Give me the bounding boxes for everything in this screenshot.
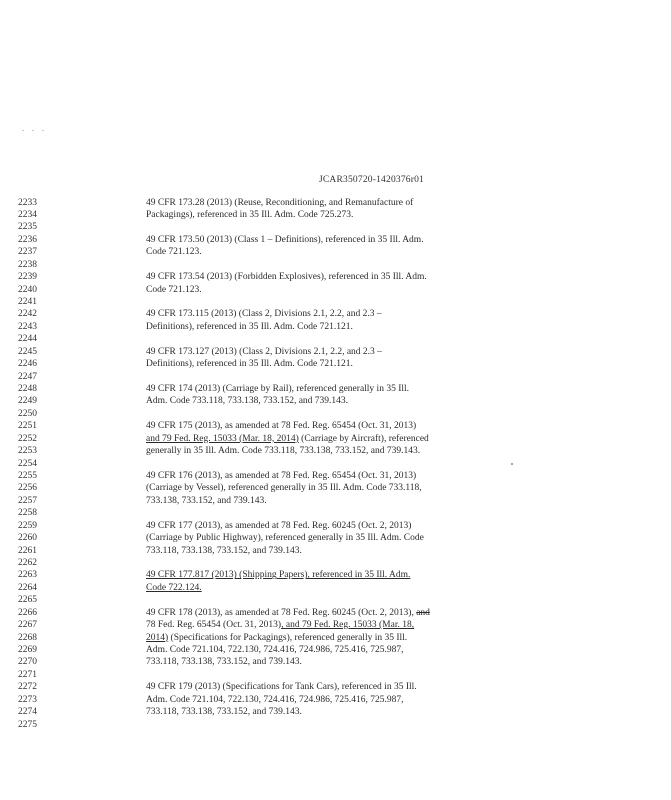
text-run: 49 CFR 173.54 (2013) (Forbidden Explosives), referenced in 35 Ill. Adm. — [146, 272, 427, 283]
line-text — [146, 347, 382, 359]
text-run: Adm. Code 721.104, 722.130, 724.416, 724.986, 725.416, 725.987, — [146, 644, 404, 655]
line-number: 2252 — [18, 433, 37, 444]
text-run: (Carriage by Aircraft), referenced — [298, 433, 429, 444]
line-number: 2250 — [18, 408, 37, 419]
line-number: 2275 — [18, 719, 37, 730]
line-number: 2251 — [18, 421, 37, 432]
text-run: 733.118, 733.138, 733.152, and 739.143. — [146, 545, 302, 556]
line-number: 2255 — [18, 470, 37, 481]
text-run: Definitions), referenced in 35 Ill. Adm. Code 721.121. — [146, 359, 353, 370]
line-number: 2270 — [18, 657, 37, 668]
line-text — [146, 421, 416, 433]
line-text — [146, 521, 411, 533]
line-text — [146, 657, 302, 669]
line-number: 2253 — [18, 446, 37, 457]
line-number: 2247 — [18, 371, 37, 382]
text-run: Code 721.123. — [146, 284, 202, 295]
line-number: 2264 — [18, 582, 37, 593]
text-run: 78 Fed. Reg. 65454 (Oct. 31, 2013) — [146, 620, 282, 631]
line-number: 2273 — [18, 694, 37, 705]
text-run: (Carriage by Public Highway), referenced generally in 35 Ill. Adm. Code — [146, 533, 424, 544]
document-line — [0, 396, 671, 408]
text-run: 49 CFR 173.127 (2013) (Class 2, Divisions 2.1, 2.2, and 2.3 – — [146, 346, 382, 357]
text-run: 733.138, 733.152, and 739.143. — [146, 495, 267, 506]
document-line — [0, 720, 671, 732]
document-line — [0, 595, 671, 607]
line-text — [146, 546, 302, 558]
document-line — [0, 533, 671, 545]
line-text — [146, 384, 409, 396]
document-line — [0, 247, 671, 259]
text-run: 733.118, 733.138, 733.152, and 739.143. — [146, 657, 302, 668]
line-text — [146, 285, 202, 297]
line-number: 2234 — [18, 209, 37, 220]
document-line — [0, 272, 671, 284]
line-number: 2254 — [18, 458, 37, 469]
line-number: 2237 — [18, 247, 37, 258]
line-text — [146, 645, 404, 657]
line-text — [146, 235, 424, 247]
document-line — [0, 359, 671, 371]
document-line — [0, 695, 671, 707]
line-text — [146, 309, 382, 321]
line-number: 2238 — [18, 259, 37, 270]
text-run: Definitions), referenced in 35 Ill. Adm. Code 721.121. — [146, 321, 353, 332]
line-number: 2267 — [18, 620, 37, 631]
document-line — [0, 620, 671, 632]
line-number: 2246 — [18, 359, 37, 370]
document-line — [0, 570, 671, 582]
stray-marks: . . . — [22, 124, 47, 133]
line-text — [146, 359, 353, 371]
text-run: (Carriage by Vessel), referenced generally in 35 Ill. Adm. Code 733.118, — [146, 483, 422, 494]
document-line — [0, 459, 671, 471]
document-line — [0, 260, 671, 272]
line-text — [146, 198, 413, 210]
document-line — [0, 657, 671, 669]
text-run: 49 CFR 175 (2013), as amended at 78 Fed. Reg. 65454 (Oct. 31, 2013) — [146, 421, 417, 432]
document-line — [0, 297, 671, 309]
line-text — [146, 446, 420, 458]
text-run: 733.118, 733.138, 733.152, and 739.143. — [146, 707, 302, 718]
text-run: Adm. Code 721.104, 722.130, 724.416, 724.986, 725.416, 725.987, — [146, 694, 404, 705]
text-run: 49 CFR 177 (2013), as amended at 78 Fed. Reg. 60245 (Oct. 2, 2013) — [146, 520, 412, 531]
text-run: 49 CFR 174 (2013) (Carriage by Rail), referenced generally in 35 Ill. — [146, 383, 410, 394]
document-line — [0, 496, 671, 508]
line-text — [146, 682, 417, 694]
line-number: 2248 — [18, 383, 37, 394]
inserted-text: Code 722.124. — [146, 582, 202, 593]
text-run: Packagings), referenced in 35 Ill. Adm. Code 725.273. — [146, 209, 354, 220]
document-line — [0, 409, 671, 421]
line-number: 2257 — [18, 495, 37, 506]
document-line — [0, 521, 671, 533]
document-id: JCAR350720-1420376r01 — [319, 175, 425, 185]
line-number: 2266 — [18, 607, 37, 618]
line-number: 2235 — [18, 222, 37, 233]
line-text — [146, 633, 407, 645]
line-text — [146, 471, 416, 483]
document-line — [0, 322, 671, 334]
inserted-text: , and 79 Fed. Reg. 15033 (Mar. 18, — [281, 620, 415, 631]
line-number: 2233 — [18, 197, 37, 208]
line-text — [146, 483, 422, 495]
line-text — [146, 210, 353, 222]
line-number: 2236 — [18, 234, 37, 245]
document-line — [0, 583, 671, 595]
line-number: 2245 — [18, 346, 37, 357]
document-line — [0, 347, 671, 359]
line-text — [146, 496, 267, 508]
document-line — [0, 558, 671, 570]
line-number: 2274 — [18, 707, 37, 718]
line-number: 2259 — [18, 520, 37, 531]
line-text — [146, 247, 202, 259]
line-number: 2260 — [18, 533, 37, 544]
document-line — [0, 198, 671, 210]
line-number: 2261 — [18, 545, 37, 556]
document-line — [0, 372, 671, 384]
line-text — [146, 272, 427, 284]
line-text — [146, 620, 414, 632]
text-run: 49 CFR 173.115 (2013) (Class 2, Divisions 2.1, 2.2, and 2.3 – — [146, 309, 382, 320]
document-line — [0, 285, 671, 297]
line-number: 2263 — [18, 570, 37, 581]
line-text — [146, 322, 353, 334]
line-number: 2242 — [18, 309, 37, 320]
line-number: 2244 — [18, 334, 37, 345]
document-line — [0, 483, 671, 495]
deleted-text: and — [416, 607, 430, 618]
document-line — [0, 334, 671, 346]
document-line — [0, 670, 671, 682]
text-run: 49 CFR 173.28 (2013) (Reuse, Reconditioning, and Remanufacture of — [146, 197, 414, 208]
text-run: 49 CFR 178 (2013), as amended at 78 Fed. Reg. 60245 (Oct. 2, 2013), — [146, 607, 417, 618]
document-line — [0, 508, 671, 520]
line-number: 2268 — [18, 632, 37, 643]
line-text — [146, 695, 404, 707]
document-line — [0, 434, 671, 446]
document-line — [0, 608, 671, 620]
document-line — [0, 384, 671, 396]
line-number: 2240 — [18, 284, 37, 295]
line-number: 2269 — [18, 644, 37, 655]
text-run: Code 721.123. — [146, 247, 202, 258]
document-line — [0, 682, 671, 694]
text-run: generally in 35 Ill. Adm. Code 733.118, 733.138, 733.152, and 739.143. — [146, 446, 421, 457]
text-run: 49 CFR 176 (2013), as amended at 78 Fed. Reg. 65454 (Oct. 31, 2013) — [146, 470, 417, 481]
document-line — [0, 222, 671, 234]
document-line — [0, 471, 671, 483]
line-number: 2249 — [18, 396, 37, 407]
inserted-text: 49 CFR 177.817 (2013) (Shipping Papers), referenced in 35 Ill. Adm. — [146, 570, 411, 581]
document-line — [0, 235, 671, 247]
line-text — [146, 396, 348, 408]
line-number: 2262 — [18, 557, 37, 568]
document-line — [0, 707, 671, 719]
document-line — [0, 645, 671, 657]
text-run: 49 CFR 173.50 (2013) (Class 1 – Definitions), referenced in 35 Ill. Adm. — [146, 234, 424, 245]
text-run: (Specifications for Packagings), referenced generally in 35 Ill. — [168, 632, 408, 643]
document-line — [0, 633, 671, 645]
line-number: 2241 — [18, 296, 37, 307]
document-line — [0, 210, 671, 222]
line-text — [146, 608, 430, 620]
document-line — [0, 446, 671, 458]
line-text — [146, 583, 202, 595]
line-number: 2256 — [18, 483, 37, 494]
text-run: Adm. Code 733.118, 733.138, 733.152, and 739.143. — [146, 396, 349, 407]
document-line — [0, 309, 671, 321]
document-line — [0, 421, 671, 433]
line-number: 2243 — [18, 321, 37, 332]
line-number: 2272 — [18, 682, 37, 693]
line-number: 2239 — [18, 272, 37, 283]
line-text — [146, 570, 410, 582]
text-run: 49 CFR 179 (2013) (Specifications for Tank Cars), referenced in 35 Ill. — [146, 682, 417, 693]
inserted-text: 2014) — [146, 632, 169, 643]
line-number: 2271 — [18, 669, 37, 680]
line-text — [146, 533, 424, 545]
line-number: 2265 — [18, 595, 37, 606]
document-line — [0, 546, 671, 558]
line-text — [146, 707, 302, 719]
line-text — [146, 434, 429, 446]
inserted-text: and 79 Fed. Reg. 15033 (Mar. 18, 2014) — [146, 433, 299, 444]
line-number: 2258 — [18, 508, 37, 519]
